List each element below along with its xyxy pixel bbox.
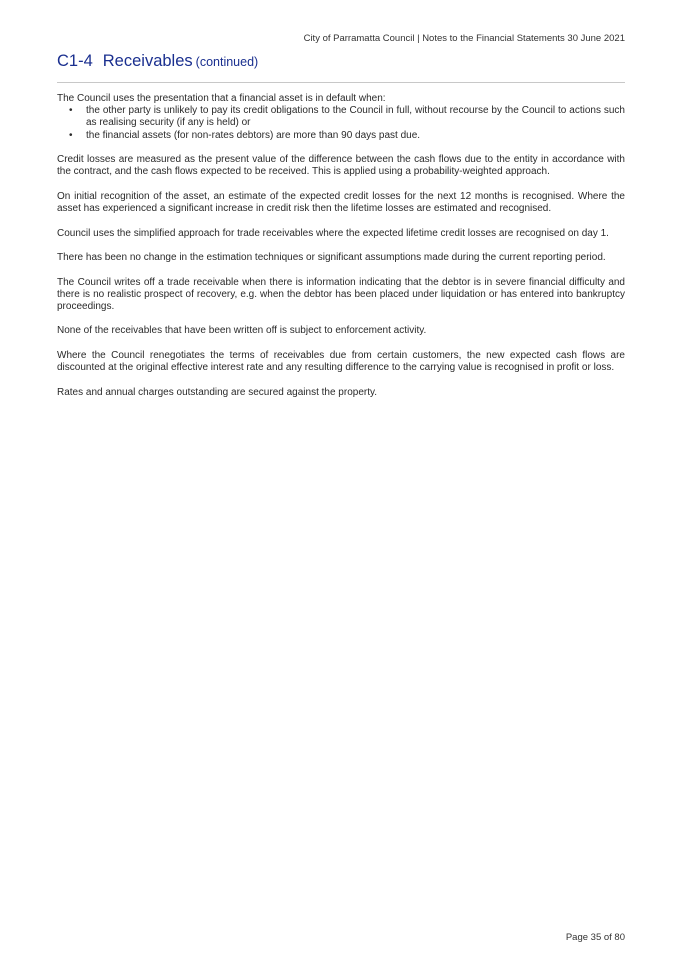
paragraph-enforcement: None of the receivables that have been written off is subject to enforcement activity. <box>57 325 427 337</box>
running-header: City of Parramatta Council | Notes to the Financial Statements 30 June 2021 <box>303 33 625 44</box>
paragraph-no-change: There has been no change in the estimation techniques or significant assumptions made during the current reporting period. <box>57 252 606 264</box>
list-item <box>57 130 625 142</box>
paragraph-rates-secured: Rates and annual charges outstanding are secured against the property. <box>57 386 378 398</box>
section-title: Receivables <box>102 52 193 70</box>
paragraph-credit-losses: Credit losses are measured as the present value of the difference between the cash flows due to the entity in accordance with the contract, and the cash flows expected to be received. This is applied using a probability-weighted approach. <box>57 154 625 178</box>
paragraph-simplified-approach: Council uses the simplified approach for trade receivables where the expected lifetime credit losses are recognised on day 1. <box>57 227 609 239</box>
section-number: C1-4 <box>57 52 93 70</box>
page-number: Page 35 of 80 <box>565 932 625 943</box>
bullet-icon: • <box>69 129 73 141</box>
list-item-text: the financial assets (for non-rates debtors) are more than 90 days past due. <box>86 129 421 141</box>
paragraph-initial-recognition: On initial recognition of the asset, an estimate of the expected credit losses for the next 12 months is recognised. Where the asset has experienced a significant increase in credit risk then the lifetime losses are estimated and recognised. <box>57 190 625 215</box>
paragraph-renegotiation: Where the Council renegotiates the terms of receivables due from certain customers, the new expected cash flows are discounted at the original effective interest rate and any resulting difference to the carrying value is recognised in profit or loss. <box>57 349 625 374</box>
section-heading <box>57 52 258 71</box>
heading-divider <box>57 82 625 83</box>
default-criteria-list <box>57 105 625 142</box>
default-intro-paragraph: The Council uses the presentation that a financial asset is in default when: <box>57 93 386 104</box>
paragraph-write-off: The Council writes off a trade receivable when there is information indicating that the debtor is in severe financial difficulty and there is no realistic prospect of recovery, e.g. when the debtor has been placed under liquidation or has entered into bankruptcy proceedings. <box>57 276 625 312</box>
list-item-text: the other party is unlikely to pay its credit obligations to the Council in full, without recourse by the Council to actions such as realising security (if any is held) or <box>86 105 625 129</box>
notes-body <box>57 93 625 411</box>
list-item <box>57 105 625 129</box>
bullet-icon: • <box>69 105 73 117</box>
section-suffix: (continued) <box>195 55 259 69</box>
